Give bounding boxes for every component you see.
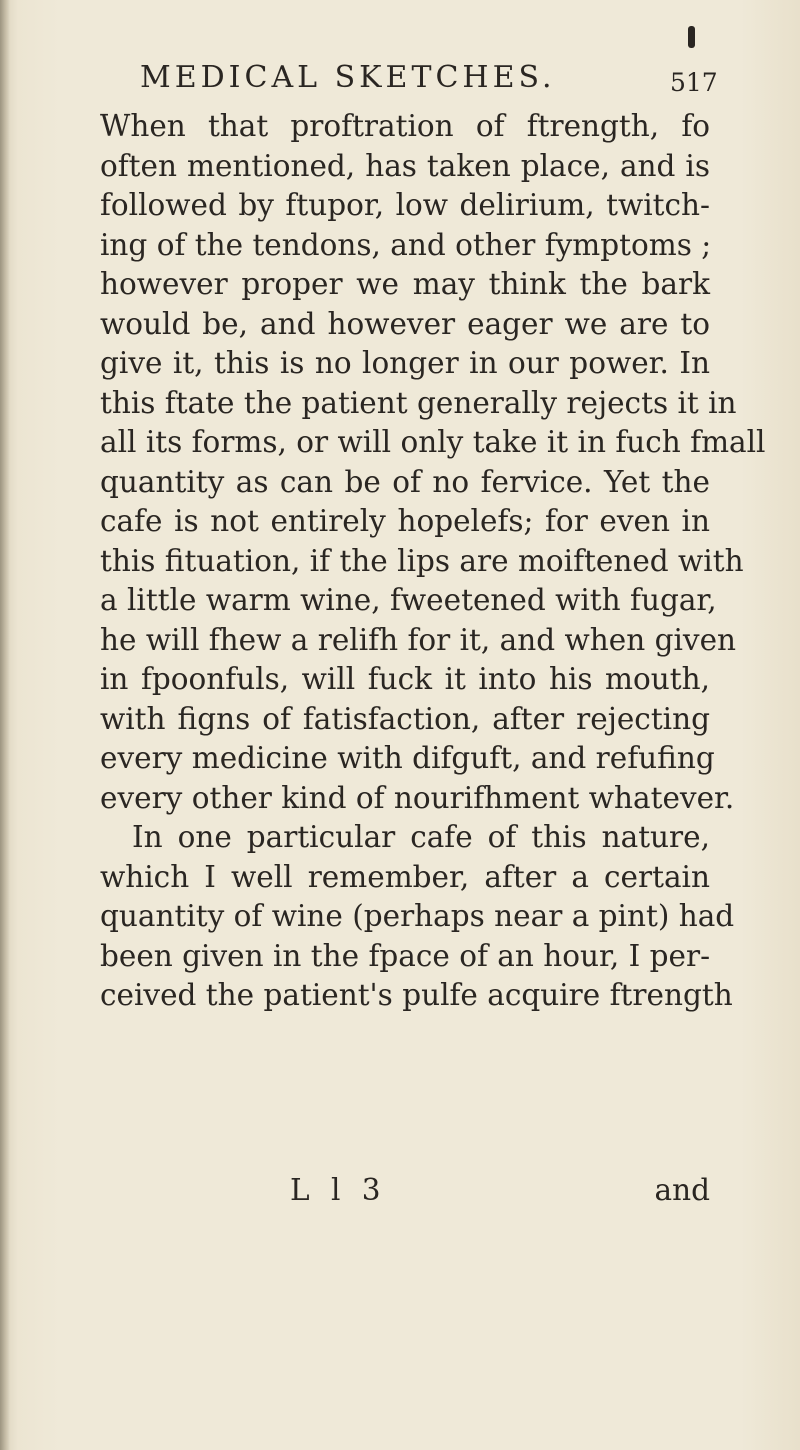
- page-footer: [100, 1173, 710, 1213]
- signature-mark: L l 3: [290, 1173, 387, 1207]
- text-line: every medicine with difguft, and refufing: [100, 741, 715, 775]
- text-line: all its forms, or will only take it in fuch fmall: [100, 425, 766, 459]
- running-title: MEDICAL SKETCHES.: [140, 60, 556, 95]
- text-line: When that proftration of ftrength, fo: [100, 109, 710, 143]
- text-line: give it, this is no longer in our power. In: [100, 346, 710, 380]
- text-line: a little warm wine, fweetened with fugar,: [100, 583, 717, 617]
- text-line: which I well remember, after a certain: [100, 859, 710, 894]
- text-line: this fituation, if the lips are moiftened with: [100, 543, 744, 578]
- running-header: [140, 60, 718, 100]
- text-line: every other kind of nourifhment whatever.: [100, 780, 735, 815]
- text-line: In one particular cafe of this nature,: [132, 820, 710, 854]
- text-line: with figns of fatisfaction, after rejecting: [100, 701, 710, 736]
- catchword: and: [654, 1173, 710, 1207]
- text-line: ing of the tendons, and other fymptoms ;: [100, 227, 712, 262]
- text-line: however proper we may think the bark: [100, 267, 710, 301]
- text-line: this ftate the patient generally rejects it in: [100, 385, 737, 420]
- body-text: [100, 107, 766, 1016]
- text-line: followed by ftupor, low delirium, twitch-: [100, 188, 710, 222]
- text-line: cafe is not entirely hopelefs; for even in: [100, 504, 710, 538]
- text-line: been given in the fpace of an hour, I per-: [100, 938, 711, 973]
- page-gutter: [0, 0, 10, 1450]
- text-line: quantity of wine (perhaps near a pint) had: [100, 899, 735, 933]
- text-line: in fpoonfuls, will fuck it into his mouth,: [100, 662, 710, 696]
- page-number: 517: [670, 68, 718, 97]
- text-line: would be, and however eager we are to: [100, 306, 710, 341]
- text-line: ceived the patient's pulfe acquire ftrength: [100, 978, 733, 1012]
- text-line: he will fhew a relifh for it, and when given: [100, 622, 737, 657]
- text-line: quantity as can be of no fervice. Yet the: [100, 464, 710, 499]
- ink-blot: [688, 26, 695, 48]
- text-line: often mentioned, has taken place, and is: [100, 148, 710, 183]
